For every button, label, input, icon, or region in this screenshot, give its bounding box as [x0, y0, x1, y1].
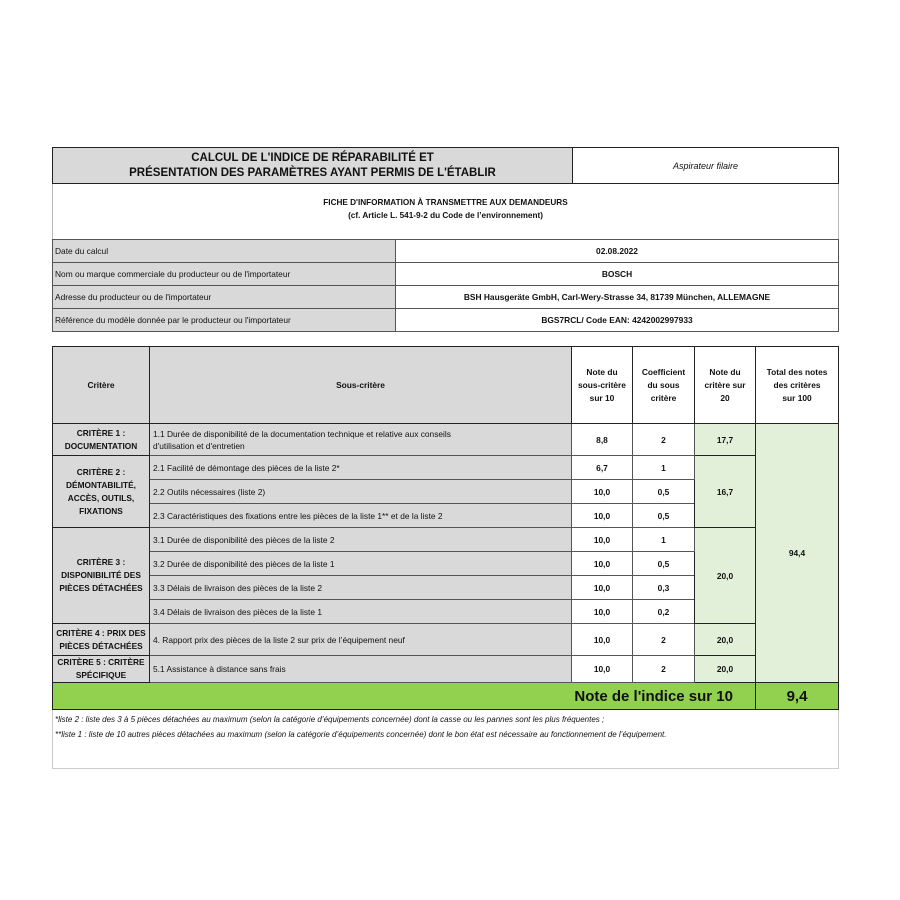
col-header-coefficient — [633, 347, 695, 424]
sub-criterion-coef: 0,3 — [633, 576, 695, 600]
title-line-1: CALCUL DE L'INDICE DE RÉPARABILITÉ ET — [191, 151, 434, 164]
sub-criterion-line: 2.1 Facilité de démontage des pièces de la liste 2* — [153, 462, 340, 473]
col-header-total — [756, 347, 839, 424]
col-header-line: Note du — [709, 366, 741, 377]
info-row — [53, 263, 839, 286]
sub-criterion — [150, 424, 572, 456]
sub-criterion-coef: 2 — [633, 424, 695, 456]
product-type: Aspirateur filaire — [573, 148, 839, 184]
criteria-row — [53, 456, 839, 480]
info-label: Référence du modèle donnée par le producteur ou l'importateur — [53, 309, 396, 332]
sub-criterion-coef: 1 — [633, 456, 695, 480]
footnote-liste-2: *liste 2 : liste des 3 à 5 pièces détachées au maximum (selon la catégorie d’équipements concernée) dont la casse ou les pannes sont les plus fréquentes ; — [55, 715, 605, 724]
footnote-liste-1: **liste 1 : liste de 10 autres pièces détachées au maximum (selon la catégorie d’équipements concernée) dont le bon état est nécessaire au fonctionnement de l’équipement. — [55, 730, 667, 739]
total-notes-100: 94,4 — [756, 424, 839, 683]
sub-criterion-line: 2.2 Outils nécessaires (liste 2) — [153, 486, 266, 497]
sheet-title — [53, 148, 573, 184]
criterion-name-line: DÉMONTABILITÉ, — [66, 479, 136, 490]
col-header-sous-critere: Sous-critère — [150, 347, 572, 424]
col-header-line: des critères — [773, 379, 821, 390]
criterion-name-line: CRITÈRE 2 : — [76, 466, 126, 477]
info-value: BOSCH — [396, 263, 839, 286]
info-label: Nom ou marque commerciale du producteur ou de l'importateur — [53, 263, 396, 286]
criterion-name-line: PIÈCES DÉTACHÉES — [59, 640, 143, 651]
col-header-line: du sous — [647, 379, 680, 390]
sub-criterion-coef: 0,5 — [633, 504, 695, 528]
fiche-information — [52, 184, 839, 239]
sub-criterion-coef: 0,5 — [633, 480, 695, 504]
spacer — [52, 332, 839, 346]
sub-criterion-note: 10,0 — [572, 656, 633, 683]
sub-criterion — [150, 600, 572, 624]
criterion-name-line: CRITÈRE 5 : CRITÈRE — [57, 657, 145, 667]
info-label: Adresse du producteur ou de l'importateur — [53, 286, 396, 309]
sub-criterion-coef: 0,5 — [633, 552, 695, 576]
criterion-name-line: DISPONIBILITÉ DES — [61, 570, 141, 580]
col-header-line: critère — [650, 392, 677, 403]
info-value: BGS7RCL/ Code EAN: 4242002997933 — [396, 309, 839, 332]
sub-criterion-line: d'utilisation et d'entretien — [153, 440, 245, 451]
sub-criterion-coef: 2 — [633, 656, 695, 683]
criterion-name-line: CRITÈRE 4 : PRIX DES — [56, 627, 146, 638]
col-header-critere: Critère — [53, 347, 150, 424]
title-line-2: PRÉSENTATION DES PARAMÈTRES AYANT PERMIS DE L'ÉTABLIR — [129, 166, 496, 179]
criterion-name — [53, 424, 150, 456]
sub-criterion-line: 2.3 Caractéristiques des fixations entre les pièces de la liste 1** et de la liste 2 — [153, 510, 443, 521]
col-header-line: Coefficient — [641, 366, 686, 377]
sub-criterion — [150, 624, 572, 656]
col-header-line: Note du — [586, 366, 618, 377]
criterion-name — [53, 528, 150, 624]
criterion-name-line: CRITÈRE 1 : — [76, 427, 126, 438]
criteria-row — [53, 528, 839, 552]
final-score-value: 9,4 — [756, 683, 839, 710]
sub-criterion-line: 4. Rapport prix des pièces de la liste 2 sur prix de l’équipement neuf — [153, 634, 405, 645]
col-header-line: Total des notes — [766, 366, 828, 377]
criteria-row — [53, 656, 839, 683]
sub-criterion-coef: 0,2 — [633, 600, 695, 624]
sub-criterion-line: 5.1 Assistance à distance sans frais — [153, 664, 286, 674]
col-header-note-critere — [695, 347, 756, 424]
fiche-line-1: FICHE D'INFORMATION À TRANSMETTRE AUX DEMANDEURS — [323, 198, 568, 207]
sub-criterion — [150, 576, 572, 600]
criterion-score: 17,7 — [695, 424, 756, 456]
sub-criterion — [150, 528, 572, 552]
sub-criterion-note: 10,0 — [572, 624, 633, 656]
sub-criterion-line: 3.3 Délais de livraison des pièces de la liste 2 — [153, 582, 322, 593]
criteria-table — [52, 346, 839, 710]
criterion-name — [53, 656, 150, 683]
sub-criterion-note: 10,0 — [572, 504, 633, 528]
sub-criterion-coef: 2 — [633, 624, 695, 656]
col-header-line: sur 10 — [589, 392, 615, 403]
sub-criterion-note: 8,8 — [572, 424, 633, 456]
info-table — [52, 239, 839, 332]
criterion-name-line: SPÉCIFIQUE — [75, 670, 127, 680]
sub-criterion-note: 10,0 — [572, 552, 633, 576]
criterion-name — [53, 624, 150, 656]
sub-criterion-note: 6,7 — [572, 456, 633, 480]
sub-criterion-coef: 1 — [633, 528, 695, 552]
col-header-line: critère sur — [704, 379, 746, 390]
final-score-row — [53, 683, 839, 710]
info-label: Date du calcul — [53, 240, 396, 263]
col-header-line: sous-critère — [578, 379, 626, 390]
col-header-line: 20 — [720, 392, 730, 403]
sub-criterion — [150, 656, 572, 683]
criterion-score: 20,0 — [695, 656, 756, 683]
col-header-note-sous — [572, 347, 633, 424]
criteria-row — [53, 424, 839, 456]
sub-criterion-note: 10,0 — [572, 480, 633, 504]
criterion-score: 20,0 — [695, 528, 756, 624]
footnotes — [52, 710, 839, 769]
criterion-name-line: PIÈCES DÉTACHÉES — [59, 583, 143, 593]
sub-criterion-line: 1.1 Durée de disponibilité de la documentation technique et relative aux conseils — [153, 428, 451, 439]
info-value: BSH Hausgeräte GmbH, Carl-Wery-Strasse 34, 81739 München, ALLEMAGNE — [396, 286, 839, 309]
criterion-name-line: ACCÈS, OUTILS, — [67, 492, 135, 503]
criterion-name — [53, 456, 150, 528]
final-score-label: Note de l'indice sur 10 — [53, 683, 756, 710]
sub-criterion — [150, 504, 572, 528]
sub-criterion — [150, 456, 572, 480]
sub-criterion-line: 3.1 Durée de disponibilité des pièces de la liste 2 — [153, 534, 335, 545]
criterion-score: 20,0 — [695, 624, 756, 656]
info-row — [53, 240, 839, 263]
header-table — [52, 147, 839, 184]
sub-criterion — [150, 480, 572, 504]
criterion-name-line: FIXATIONS — [79, 505, 123, 516]
col-header-line: sur 100 — [782, 392, 812, 403]
criteria-row — [53, 624, 839, 656]
repairability-sheet — [52, 147, 839, 769]
info-row — [53, 286, 839, 309]
info-row — [53, 309, 839, 332]
sub-criterion-note: 10,0 — [572, 600, 633, 624]
sub-criterion-note: 10,0 — [572, 576, 633, 600]
fiche-line-2: (cf. Article L. 541-9-2 du Code de l’environnement) — [348, 211, 543, 220]
sub-criterion-line: 3.4 Délais de livraison des pièces de la liste 1 — [153, 606, 322, 617]
info-value: 02.08.2022 — [396, 240, 839, 263]
sub-criterion-note: 10,0 — [572, 528, 633, 552]
sub-criterion — [150, 552, 572, 576]
criterion-score: 16,7 — [695, 456, 756, 528]
criterion-name-line: DOCUMENTATION — [64, 440, 138, 451]
criterion-name-line: CRITÈRE 3 : — [76, 557, 126, 567]
sub-criterion-line: 3.2 Durée de disponibilité des pièces de la liste 1 — [153, 558, 335, 569]
